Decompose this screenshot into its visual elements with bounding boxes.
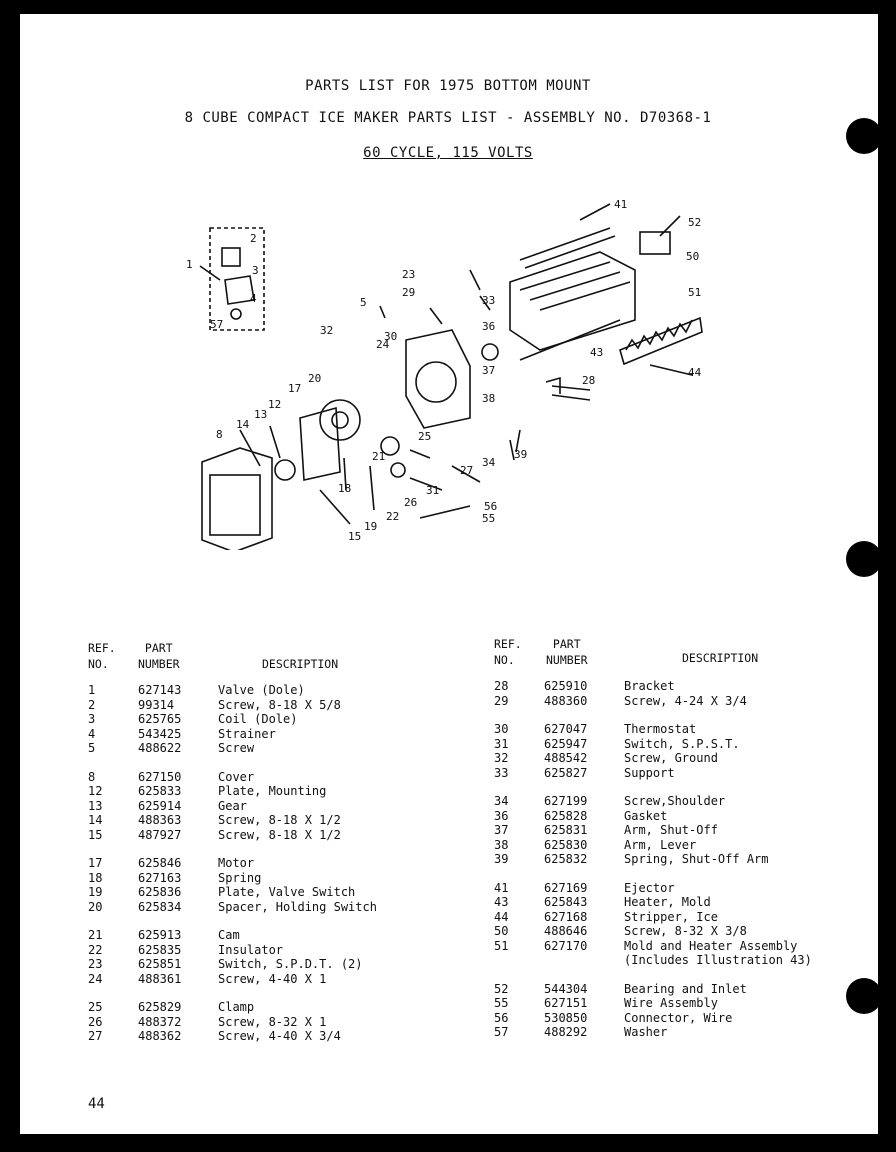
callout-label: 17 [288,382,302,395]
ref-cell: 51 [494,938,509,953]
description-cell: Screw, 8-18 X 1/2 [218,813,341,827]
callout-label: 27 [460,464,474,477]
part-number-cell: 625832 [544,852,588,866]
description-cell: Spring [218,870,262,885]
part-number-cell: 530850 [544,1010,588,1025]
callout-label: 5 [360,296,367,309]
callout-label: 13 [254,408,268,421]
description-cell: Cam [218,928,240,942]
part-number-cell: 488292 [544,1025,588,1039]
callout-label: 39 [514,448,528,461]
description-cell: Thermostat [624,722,697,736]
table-row [88,928,448,943]
ref-cell: 30 [494,722,509,736]
callout-label: 55 [482,512,496,525]
ref-header-1: REF. [88,641,116,655]
callout-label: 21 [372,450,386,463]
callout-label: 32 [320,324,334,337]
part-number-cell: 625830 [544,837,588,852]
ref-cell: 17 [88,856,103,870]
table-row [494,751,854,766]
description-cell: Mold and Heater Assembly [624,938,798,953]
part-number-cell: 488361 [138,971,182,986]
part-number-cell: 488622 [138,741,182,755]
table-row [494,881,854,896]
description-cell: Bracket [624,679,675,693]
callout-label: 26 [404,496,418,509]
description-cell: Switch, S.P.S.T. [624,736,740,751]
table-row [494,953,854,968]
part-number-cell: 488362 [138,1029,182,1043]
table-row [494,809,854,824]
part-number-cell: 625914 [138,798,182,813]
ref-cell: 5 [88,741,96,755]
description-cell: Valve (Dole) [218,683,305,697]
description-cell: Strainer [218,726,276,741]
description-cell: Arm, Lever [624,837,697,852]
part-number-cell: 99314 [138,697,175,712]
callout-label: 18 [338,482,352,495]
callout-label: 57 [210,318,224,331]
part-number-cell: 627150 [138,769,182,784]
punch-hole [846,541,882,577]
table-row [88,943,448,958]
description-cell: Support [624,765,675,780]
ref-cell: 3 [88,712,96,726]
ref-cell: 32 [494,751,509,765]
description-cell: Plate, Mounting [218,784,327,798]
part-number-cell: 627169 [544,880,588,895]
description-cell: Motor [218,856,255,870]
ref-cell: 25 [88,1000,103,1014]
description-cell: Connector, Wire [624,1010,733,1025]
callout-label: 41 [614,198,628,211]
description-cell: Spacer, Holding Switch [218,899,377,914]
table-row [494,924,854,939]
description-cell: Screw,Shoulder [624,794,726,808]
table-row [88,885,448,900]
description-cell: Bearing and Inlet [624,981,747,996]
part-number-cell: 625835 [138,942,182,957]
callout-label: 2 [250,232,257,245]
table-row [494,794,854,809]
callout-label: 29 [402,286,416,299]
table-row [88,712,448,727]
callout-label: 38 [482,392,496,405]
ref-cell: 14 [88,813,103,827]
ref-cell: 15 [88,827,103,842]
description-cell: Washer [624,1025,668,1039]
table-row [88,770,448,785]
ref-cell: 31 [494,736,509,751]
table-row [88,1015,448,1030]
description-cell: Coil (Dole) [218,712,298,726]
table-row [494,1025,854,1040]
callout-label: 24 [376,338,390,351]
table-row [494,1011,854,1026]
table-row [88,799,448,814]
table-row [494,766,854,781]
table-row [88,727,448,742]
table-row [88,972,448,987]
part-number-cell: 625833 [138,784,182,798]
part-number-cell: 625846 [138,856,182,870]
part-header-2: NUMBER [546,653,588,667]
callout-label: 23 [402,268,416,281]
description-cell: Screw, 4-40 X 3/4 [218,1029,341,1043]
ref-cell: 33 [494,765,509,780]
table-row [494,910,854,925]
left-col-part-head [138,640,180,672]
description-cell: Screw, 8-18 X 5/8 [218,697,341,712]
table-row [494,694,854,709]
table-row [88,698,448,713]
ref-cell: 56 [494,1010,509,1025]
ref-cell: 52 [494,981,509,996]
callout-label: 31 [426,484,440,497]
callout-label: 33 [482,294,496,307]
part-number-cell: 488646 [544,924,588,938]
part-number-cell: 625827 [544,765,588,780]
part-number-cell: 625828 [544,808,588,823]
table-row [88,871,448,886]
callout-label: 37 [482,364,496,377]
callout-label: 56 [484,500,498,513]
ref-cell: 8 [88,769,96,784]
part-number-cell: 488363 [138,813,182,827]
title-line-1: PARTS LIST FOR 1975 BOTTOM MOUNT [305,78,591,94]
callout-label: 1 [186,258,193,271]
description-cell: Screw, 4-40 X 1 [218,971,327,986]
ref-cell: 21 [88,928,103,942]
ref-cell: 27 [88,1029,103,1043]
callout-label: 19 [364,520,378,533]
table-row [494,939,854,954]
ref-cell: 4 [88,726,96,741]
ref-cell: 13 [88,798,103,813]
table-row [88,1000,448,1015]
description-cell: Gear [218,798,247,813]
part-number-cell: 627199 [544,794,588,808]
ref-cell: 20 [88,899,103,914]
callout-label: 20 [308,372,322,385]
table-row [494,982,854,997]
description-cell: (Includes Illustration 43) [624,953,812,967]
callout-label: 14 [236,418,250,431]
ref-cell: 19 [88,885,103,899]
description-cell: Stripper, Ice [624,909,718,924]
part-header-1: PART [552,637,581,651]
ref-cell: 22 [88,942,103,957]
part-number-cell: 625834 [138,899,182,914]
callout-label: 36 [482,320,496,333]
description-cell: Screw, Ground [624,751,718,765]
left-col-desc-head: DESCRIPTION [262,657,339,671]
part-number-cell: 627163 [138,870,182,885]
right-col-ref-head [494,636,522,668]
callout-label: 50 [686,250,700,263]
part-number-cell: 488542 [544,751,588,765]
ref-cell: 23 [88,957,103,971]
part-number-cell: 488360 [544,693,588,708]
part-header-1: PART [144,641,173,655]
ref-header-1: REF. [494,637,522,651]
ref-cell: 44 [494,909,509,924]
callout-label: 4 [250,292,257,305]
table-row [494,679,854,694]
part-number-cell: 544304 [544,981,588,996]
part-number-cell: 627151 [544,996,588,1010]
part-number-cell: 627170 [544,938,588,953]
part-number-cell: 627047 [544,722,588,736]
part-number-cell: 627143 [138,683,182,697]
callout-label: 51 [688,286,702,299]
callout-label: 15 [348,530,362,543]
table-row [494,823,854,838]
description-cell: Insulator [218,942,284,957]
table-row [494,838,854,853]
description-cell: Plate, Valve Switch [218,885,356,899]
callout-label: 52 [688,216,702,229]
description-cell: Spring, Shut-Off Arm [624,852,769,866]
part-number-cell: 625851 [138,957,182,971]
callout-label: 30 [384,330,398,343]
table-row [88,1029,448,1044]
part-number-cell: 487927 [138,827,182,842]
part-number-cell: 625831 [544,823,588,837]
ref-cell: 57 [494,1025,509,1039]
table-row [88,683,448,698]
callout-label: 43 [590,346,604,359]
description-cell: Cover [218,769,255,784]
description-cell: Screw, 4-24 X 3/4 [624,693,747,708]
callout-label: 44 [688,366,702,379]
description-cell: Heater, Mold [624,895,711,909]
part-number-cell: 627168 [544,909,588,924]
callout-label: 34 [482,456,496,469]
ref-cell: 55 [494,996,509,1010]
part-number-cell: 625829 [138,1000,182,1014]
description-cell: Screw, 8-32 X 1 [218,1014,327,1029]
table-row [494,722,854,737]
part-number-cell: 625910 [544,679,588,693]
table-row [88,813,448,828]
ref-cell: 39 [494,852,509,866]
table-row [88,828,448,843]
table-row [494,996,854,1011]
table-row [88,741,448,756]
description-cell: Screw [218,741,255,755]
table-row [88,784,448,799]
ref-cell: 34 [494,794,509,808]
table-row [494,852,854,867]
ref-cell: 50 [494,924,509,938]
ref-cell: 12 [88,784,103,798]
callout-label: 28 [582,374,596,387]
right-col-part-head [546,636,588,668]
part-number-cell: 625947 [544,736,588,751]
ref-cell: 36 [494,808,509,823]
callout-label: 25 [418,430,432,443]
part-number-cell: 543425 [138,726,182,741]
ref-cell: 1 [88,683,96,697]
callout-label: 22 [386,510,400,523]
table-row [494,737,854,752]
ref-cell: 2 [88,697,96,712]
ref-cell: 37 [494,823,509,837]
table-row [88,856,448,871]
ref-cell: 41 [494,880,509,895]
description-cell: Ejector [624,880,675,895]
ref-cell: 18 [88,870,103,885]
part-header-2: NUMBER [138,657,180,671]
page-number: 44 [88,1096,105,1112]
left-col-ref-head [88,640,116,672]
part-number-cell: 625843 [544,895,588,909]
part-number-cell: 625836 [138,885,182,899]
description-cell: Screw, 8-32 X 3/8 [624,924,747,938]
ref-header-2: NO. [88,657,109,671]
table-row [88,900,448,915]
part-number-cell: 625765 [138,712,182,726]
part-number-cell: 488372 [138,1014,182,1029]
table-row [88,957,448,972]
callout-label: 3 [252,264,259,277]
callout-label: 12 [268,398,282,411]
description-cell: Clamp [218,1000,255,1014]
ref-cell: 29 [494,693,509,708]
description-cell: Screw, 8-18 X 1/2 [218,827,341,842]
ref-cell: 43 [494,895,509,909]
title-line-3: 60 CYCLE, 115 VOLTS [363,145,533,161]
ref-cell: 24 [88,971,103,986]
title-line-2: 8 CUBE COMPACT ICE MAKER PARTS LIST - ASSEMBLY NO. D70368-1 [184,110,712,126]
part-number-cell: 625913 [138,928,182,942]
table-row [494,895,854,910]
description-cell: Arm, Shut-Off [624,823,718,837]
ref-header-2: NO. [494,653,515,667]
ref-cell: 26 [88,1014,103,1029]
callout-label: 8 [216,428,223,441]
exploded-parts-diagram [180,190,740,550]
description-cell: Wire Assembly [624,996,718,1010]
ref-cell: 28 [494,679,509,693]
description-cell: Gasket [624,808,668,823]
description-cell: Switch, S.P.D.T. (2) [218,957,363,971]
ref-cell: 38 [494,837,509,852]
right-col-desc-head: DESCRIPTION [682,651,759,665]
